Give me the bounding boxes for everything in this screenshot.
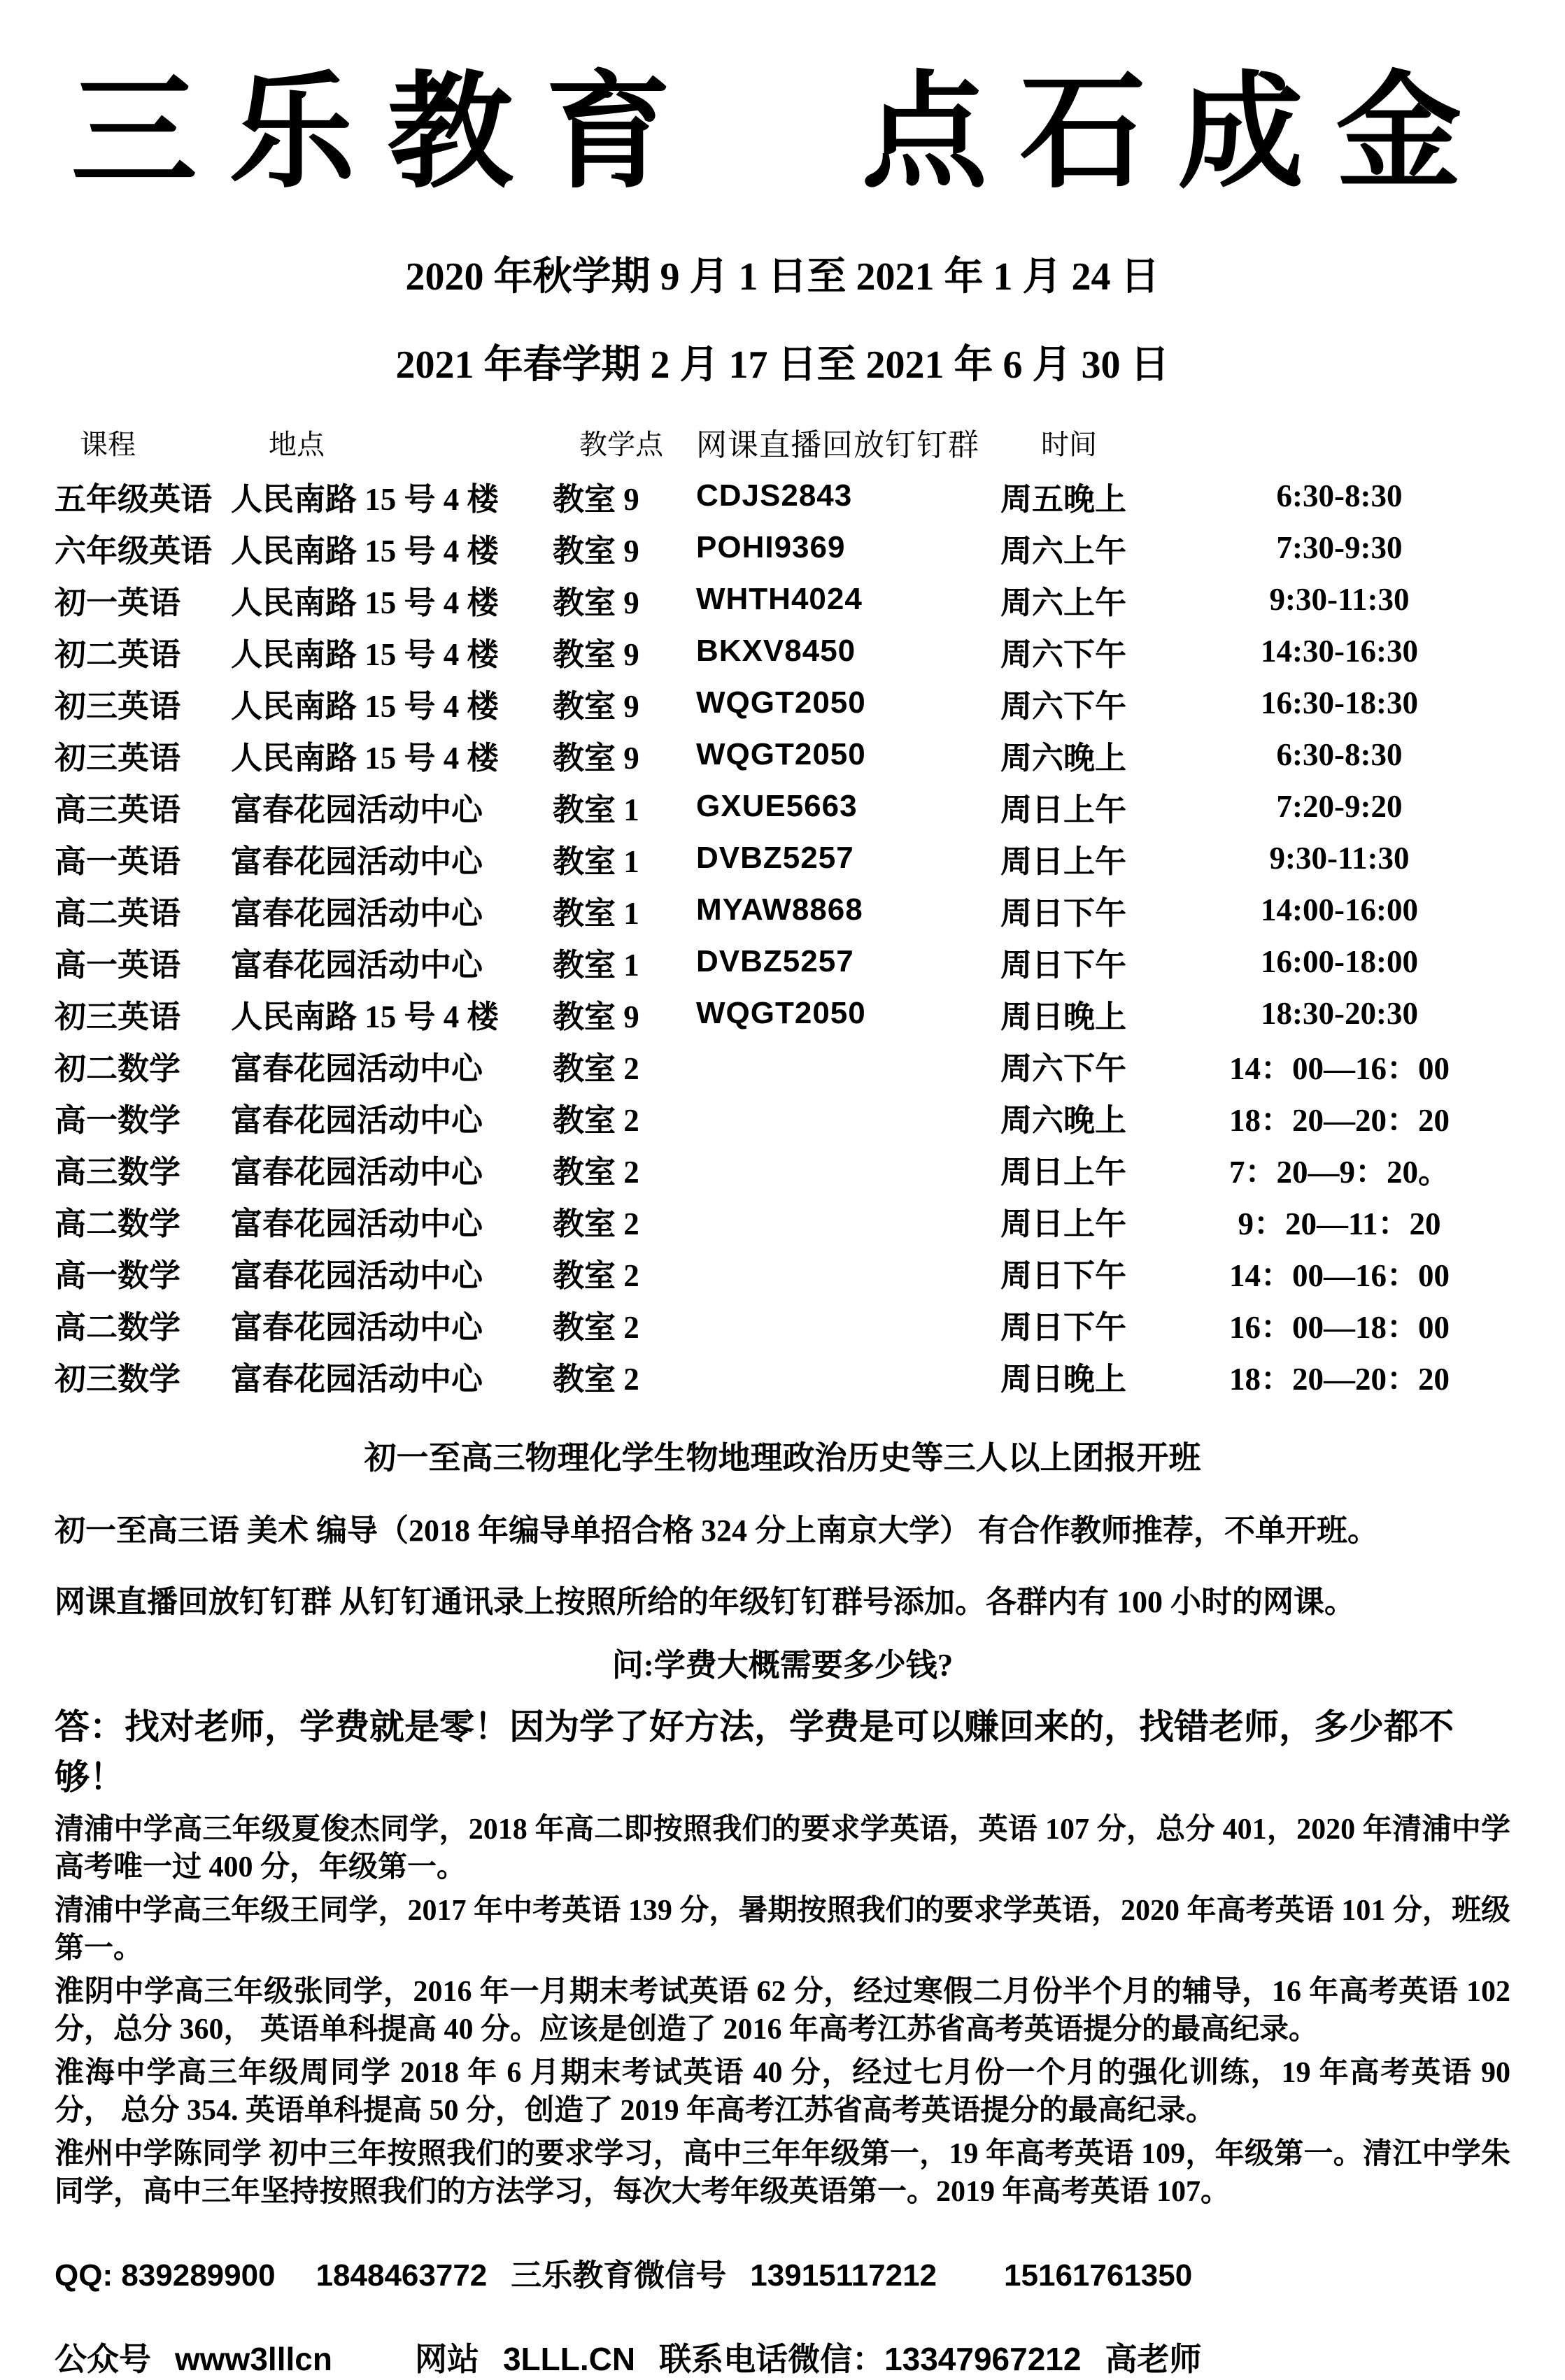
schedule-table <box>55 420 1510 1402</box>
table-row <box>55 677 1510 729</box>
row-course: 高一数学 <box>55 1257 181 1293</box>
row-day: 周日上午 <box>1000 1154 1127 1190</box>
qq-number-2: 1848463772 <box>316 2258 488 2293</box>
row-dingtalk-group: POHI9369 <box>696 530 846 564</box>
row-room: 教室 9 <box>553 688 639 724</box>
row-day: 周日下午 <box>1000 947 1127 983</box>
row-time: 7：20—9：20。 <box>1228 1154 1450 1190</box>
row-course: 高三英语 <box>55 792 181 827</box>
website-url: 3LLL.CN <box>502 2341 636 2377</box>
row-time: 16：00—18：00 <box>1228 1309 1450 1345</box>
row-location: 人民南路 15 号 4 楼 <box>231 999 499 1034</box>
row-time: 6:30-8:30 <box>1276 478 1403 513</box>
dingtalk-note: 网课直播回放钉钉群 从钉钉通讯录上按照所给的年级钉钉群号添加。各群内有 100 小时的网课。 <box>55 1585 1355 1619</box>
header-room: 教学点 <box>579 428 663 460</box>
row-course: 五年级英语 <box>55 481 213 517</box>
row-location: 人民南路 15 号 4 楼 <box>231 636 499 672</box>
row-time: 14:30-16:30 <box>1261 634 1418 669</box>
row-room: 教室 1 <box>553 843 639 879</box>
row-course: 高三数学 <box>55 1154 181 1190</box>
row-location: 富春花园活动中心 <box>231 1102 483 1138</box>
row-course: 高一英语 <box>55 947 181 983</box>
wechat-number-1: 13915117212 <box>750 2258 937 2293</box>
row-location: 人民南路 15 号 4 楼 <box>231 585 499 620</box>
row-course: 初一英语 <box>55 585 181 620</box>
row-location: 富春花园活动中心 <box>231 843 483 879</box>
row-day: 周日下午 <box>1000 1309 1127 1345</box>
row-time: 16:00-18:00 <box>1261 944 1418 979</box>
table-row <box>55 988 1510 1039</box>
row-time: 7:30-9:30 <box>1276 530 1403 565</box>
semester-line-spring: 2021 年春学期 2 月 17 日至 2021 年 6 月 30 日 <box>395 343 1170 387</box>
row-course: 高二英语 <box>55 895 181 931</box>
row-location: 富春花园活动中心 <box>231 895 483 931</box>
row-day: 周六下午 <box>1000 636 1127 672</box>
row-dingtalk-group: WHTH4024 <box>696 582 863 616</box>
table-row <box>55 936 1510 988</box>
semester-line-fall: 2020 年秋学期 9 月 1 日至 2021 年 1 月 24 日 <box>405 255 1160 299</box>
row-room: 教室 1 <box>553 947 639 983</box>
page-title: 三乐教育 点石成金 <box>71 64 1494 203</box>
row-day: 周六晚上 <box>1000 740 1127 776</box>
row-location: 富春花园活动中心 <box>231 1206 483 1241</box>
row-location: 人民南路 15 号 4 楼 <box>231 481 499 517</box>
row-day: 周日上午 <box>1000 843 1127 879</box>
row-time: 7:20-9:20 <box>1276 789 1403 824</box>
row-time: 9:30-11:30 <box>1269 841 1410 876</box>
row-time: 6:30-8:30 <box>1276 737 1403 772</box>
testimonials <box>55 1811 1510 2211</box>
table-row <box>55 832 1510 884</box>
row-room: 教室 9 <box>553 533 639 569</box>
official-account-label: 公众号 <box>55 2342 151 2377</box>
row-dingtalk-group: WQGT2050 <box>696 685 866 720</box>
row-day: 周日晚上 <box>1000 1361 1127 1397</box>
table-row <box>55 573 1510 625</box>
phone-number: 13347967212 <box>884 2341 1082 2377</box>
row-time: 16:30-18:30 <box>1261 685 1418 720</box>
art-program-note: 初一至高三语 美术 编导（2018 年编导单招合格 324 分上南京大学） 有合作教师推荐，不单开班。 <box>55 1513 1378 1548</box>
row-day: 周日下午 <box>1000 895 1127 931</box>
table-row <box>55 1246 1510 1298</box>
row-dingtalk-group: WQGT2050 <box>696 996 866 1030</box>
row-day: 周六下午 <box>1000 1050 1127 1086</box>
row-day: 周日上午 <box>1000 792 1127 827</box>
row-day: 周六上午 <box>1000 585 1127 620</box>
row-time: 18:30-20:30 <box>1261 996 1418 1031</box>
table-row <box>55 1039 1510 1091</box>
table-row <box>55 522 1510 573</box>
row-room: 教室 9 <box>553 585 639 620</box>
row-dingtalk-group: BKXV8450 <box>696 634 856 668</box>
row-location: 人民南路 15 号 4 楼 <box>231 688 499 724</box>
row-course: 高二数学 <box>55 1309 181 1345</box>
row-day: 周日晚上 <box>1000 999 1127 1034</box>
row-room: 教室 9 <box>553 481 639 517</box>
schedule-header-row <box>55 420 1510 462</box>
table-row <box>55 1143 1510 1195</box>
table-row <box>55 1091 1510 1143</box>
row-dingtalk-group: CDJS2843 <box>696 478 853 513</box>
row-time: 14：00—16：00 <box>1228 1050 1450 1086</box>
row-location: 富春花园活动中心 <box>231 1154 483 1190</box>
row-course: 六年级英语 <box>55 533 213 569</box>
header-course: 课程 <box>80 428 136 460</box>
qq-number: QQ: 839289900 <box>55 2258 276 2293</box>
row-location: 富春花园活动中心 <box>231 1309 483 1345</box>
group-enroll-note: 初一至高三物理化学生物地理政治历史等三人以上团报开班 <box>364 1440 1201 1476</box>
table-row <box>55 1350 1510 1402</box>
row-time: 18：20—20：20 <box>1228 1102 1450 1138</box>
phone-label: 联系电话微信： <box>659 2342 885 2377</box>
tuition-answer: 答：找对老师，学费就是零！因为学了好方法，学费是可以赚回来的，找错老师，多少都不够！ <box>55 1707 1454 1797</box>
row-room: 教室 9 <box>553 999 639 1034</box>
wechat-label: 三乐教育微信号 <box>511 2258 727 2293</box>
website-label: 网站 <box>414 2342 479 2377</box>
row-day: 周六晚上 <box>1000 1102 1127 1138</box>
row-location: 富春花园活动中心 <box>231 792 483 827</box>
row-time: 18：20—20：20 <box>1228 1361 1450 1397</box>
row-dingtalk-group: DVBZ5257 <box>696 841 854 875</box>
row-dingtalk-group: WQGT2050 <box>696 737 866 771</box>
row-dingtalk-group: MYAW8868 <box>696 892 863 927</box>
row-room: 教室 2 <box>553 1257 639 1293</box>
header-location: 地点 <box>269 428 325 460</box>
row-location: 人民南路 15 号 4 楼 <box>231 533 499 569</box>
header-dingtalk-group: 网课直播回放钉钉群 <box>696 428 979 462</box>
table-row <box>55 625 1510 677</box>
row-day: 周五晚上 <box>1000 481 1127 517</box>
semester-dates <box>55 257 1510 385</box>
testimonial-paragraph: 淮阴中学高三年级张同学，2016 年一月期末考试英语 62 分，经过寒假二月份半个月的辅导，16 年高考英语 102 分，总分 360， 英语单科提高 40 分。应该是创造了 2016 年高考江苏省高考英语提分的最高纪录。 <box>55 1976 1510 2046</box>
row-day: 周六上午 <box>1000 533 1127 569</box>
row-course: 初二英语 <box>55 636 181 672</box>
row-course: 高一英语 <box>55 843 181 879</box>
row-room: 教室 9 <box>553 636 639 672</box>
schedule-rows <box>55 470 1510 1402</box>
header-time: 时间 <box>1041 428 1097 460</box>
row-room: 教室 2 <box>553 1050 639 1086</box>
contact-line-web <box>55 2334 1510 2380</box>
row-room: 教室 2 <box>553 1102 639 1138</box>
row-room: 教室 2 <box>553 1154 639 1190</box>
row-location: 富春花园活动中心 <box>231 1050 483 1086</box>
row-location: 人民南路 15 号 4 楼 <box>231 740 499 776</box>
row-location: 富春花园活动中心 <box>231 1361 483 1397</box>
row-course: 高二数学 <box>55 1206 181 1241</box>
table-row <box>55 470 1510 522</box>
row-room: 教室 2 <box>553 1361 639 1397</box>
row-dingtalk-group: DVBZ5257 <box>696 944 854 978</box>
row-room: 教室 2 <box>553 1309 639 1345</box>
table-row <box>55 1298 1510 1350</box>
row-course: 初三数学 <box>55 1361 181 1397</box>
row-day: 周日下午 <box>1000 1257 1127 1293</box>
table-row <box>55 884 1510 936</box>
table-row <box>55 729 1510 781</box>
row-course: 初三英语 <box>55 688 181 724</box>
table-row <box>55 781 1510 832</box>
row-course: 初三英语 <box>55 999 181 1034</box>
testimonial-paragraph: 淮海中学高三年级周同学 2018 年 6 月期末考试英语 40 分，经过七月份一个月的强化训练，19 年高考英语 90 分， 总分 354. 英语单科提高 50 分，创造了 2019 年高考江苏省高考英语提分的最高纪录。 <box>55 2057 1510 2127</box>
contact-line-qq <box>55 2250 1510 2295</box>
row-course: 初三英语 <box>55 740 181 776</box>
row-location: 富春花园活动中心 <box>231 1257 483 1293</box>
tuition-question: 问:学费大概需要多少钱? <box>611 1648 954 1683</box>
official-account: www3lllcn <box>175 2341 332 2377</box>
row-room: 教室 2 <box>553 1206 639 1241</box>
row-day: 周日上午 <box>1000 1206 1127 1241</box>
testimonial-paragraph: 清浦中学高三年级夏俊杰同学，2018 年高二即按照我们的要求学英语，英语 107 分，总分 401，2020 年清浦中学高考唯一过 400 分，年级第一。 <box>55 1813 1510 1883</box>
wechat-number-2: 15161761350 <box>1004 2258 1193 2293</box>
row-time: 9：20—11：20 <box>1238 1206 1441 1241</box>
row-course: 初二数学 <box>55 1050 181 1086</box>
row-dingtalk-group: GXUE5663 <box>696 789 858 823</box>
row-room: 教室 9 <box>553 740 639 776</box>
row-course: 高一数学 <box>55 1102 181 1138</box>
row-time: 14：00—16：00 <box>1228 1257 1450 1293</box>
row-time: 9:30-11:30 <box>1269 582 1410 617</box>
row-location: 富春花园活动中心 <box>231 947 483 983</box>
row-time: 14:00-16:00 <box>1261 892 1418 927</box>
row-room: 教室 1 <box>553 895 639 931</box>
testimonial-paragraph: 清浦中学高三年级王同学，2017 年中考英语 139 分，暑期按照我们的要求学英语，2020 年高考英语 101 分，班级第一。 <box>55 1895 1510 1965</box>
table-row <box>55 1195 1510 1246</box>
teacher-name: 高老师 <box>1105 2342 1202 2377</box>
row-room: 教室 1 <box>553 792 639 827</box>
testimonial-paragraph: 淮州中学陈同学 初中三年按照我们的要求学习，高中三年年级第一，19 年高考英语 109，年级第一。清江中学朱同学，高中三年坚持按照我们的方法学习，每次大考年级英语第一。2019 年高考英语 107。 <box>55 2138 1510 2208</box>
row-day: 周六下午 <box>1000 688 1127 724</box>
